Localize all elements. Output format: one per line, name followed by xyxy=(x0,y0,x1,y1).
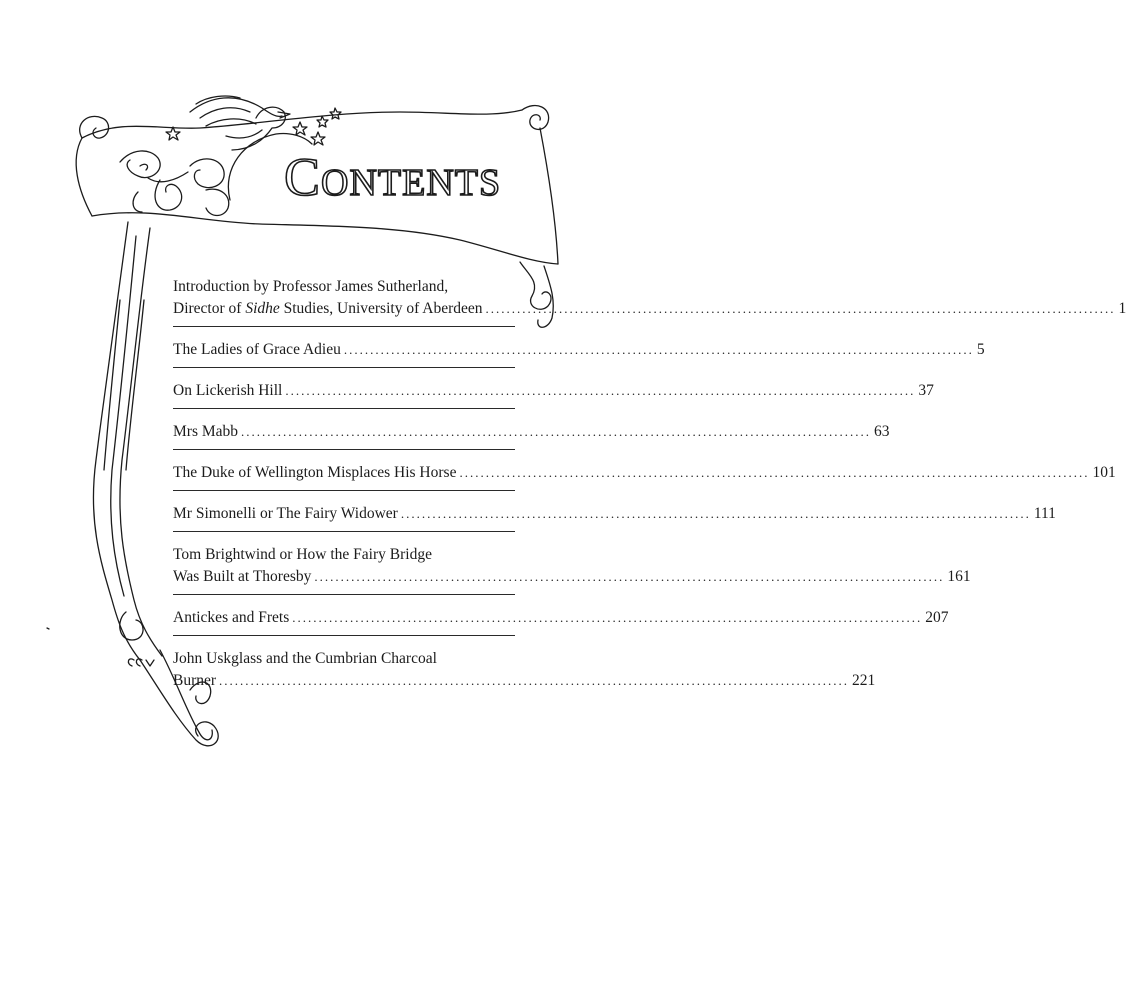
toc-entry[interactable] xyxy=(173,607,949,629)
toc-entry[interactable] xyxy=(173,648,876,692)
toc-divider xyxy=(173,367,515,368)
toc-entry-title-text: The Ladies of Grace Adieu xyxy=(173,341,341,358)
toc-entry-title-line: Introduction by Professor James Sutherland, xyxy=(173,278,449,295)
stars-icon xyxy=(166,108,341,145)
toc-entry-title-text: Antickes and Frets xyxy=(173,609,290,626)
toc-entry-title xyxy=(173,380,282,402)
toc-entry-title-line xyxy=(173,566,971,588)
toc-entry-title-text: Mrs Mabb xyxy=(173,423,239,440)
toc-divider xyxy=(173,490,515,491)
toc-divider xyxy=(173,449,515,450)
toc-entry-title-text: The Duke of Wellington Misplaces His Horse xyxy=(173,464,457,481)
dot-leader: ........................................................................................................................ xyxy=(241,424,872,439)
banner-left-curl xyxy=(80,116,109,138)
toc-entry-title xyxy=(173,607,289,629)
toc-entry-page-number: 63 xyxy=(874,423,890,440)
toc-entry-title-line xyxy=(173,298,1126,320)
toc-entry-title-line xyxy=(173,503,1056,525)
toc-entry-title-line: John Uskglass and the Cumbrian Charcoal xyxy=(173,650,437,667)
toc-entry-title-line xyxy=(173,462,1116,484)
toc-entry[interactable] xyxy=(173,421,890,443)
toc-divider xyxy=(173,408,515,409)
toc-entry-page-number: 221 xyxy=(852,672,876,689)
toc-divider xyxy=(173,635,515,636)
toc-entry-title-text: Studies, University of Aberdeen xyxy=(279,300,483,317)
flowers-icon xyxy=(120,151,229,216)
dot-leader: ........................................................................................................................ xyxy=(343,342,974,357)
toc-entry-title-text: Burner xyxy=(173,672,217,689)
toc-entry-title xyxy=(173,503,398,525)
banner-left-edge xyxy=(76,138,92,216)
ribbon-left-inner xyxy=(120,228,162,656)
toc-entry-title-text: On Lickerish Hill xyxy=(173,382,283,399)
banner-right-curl xyxy=(522,106,549,130)
dot-leader: ........................................................................................................................ xyxy=(219,673,850,688)
toc-divider xyxy=(173,326,515,327)
toc-entry-title-text: Was Built at Thoresby xyxy=(173,568,312,585)
dot-leader: ........................................................................................................................ xyxy=(314,569,945,584)
dot-leader: ........................................................................................................................ xyxy=(459,465,1090,480)
dot-leader: ........................................................................................................................ xyxy=(285,383,916,398)
toc-entry-title-line xyxy=(173,421,890,443)
toc-entry-title xyxy=(173,421,238,443)
speck xyxy=(47,628,49,629)
toc-entry-page-number: 1 xyxy=(1118,300,1126,317)
toc-entry-title-line xyxy=(173,339,985,361)
toc-entry[interactable] xyxy=(173,276,1126,320)
banner-bottom-edge xyxy=(92,213,558,264)
toc-entry-page-number: 111 xyxy=(1033,505,1056,522)
bird-icon xyxy=(190,96,290,150)
toc-entry-title xyxy=(173,462,456,484)
toc-entry-page-number: 207 xyxy=(925,609,949,626)
dot-leader: ........................................................................................................................ xyxy=(485,301,1116,316)
toc-entry-title-text: Mr Simonelli or The Fairy Widower xyxy=(173,505,398,522)
toc-entry-title-line xyxy=(173,670,876,692)
toc-entry-page-number: 101 xyxy=(1092,464,1116,481)
toc-entry-title-line xyxy=(173,380,934,402)
toc-divider xyxy=(173,531,515,532)
toc-entry-title-text: Director of xyxy=(173,300,246,317)
toc-entry-page-number: 5 xyxy=(976,341,985,358)
toc-entry[interactable] xyxy=(173,380,934,402)
toc-entry[interactable] xyxy=(173,544,971,588)
toc-entry-title-line xyxy=(173,607,949,629)
dot-leader: ........................................................................................................................ xyxy=(292,610,923,625)
dot-leader: ........................................................................................................................ xyxy=(400,506,1031,521)
toc-entry[interactable] xyxy=(173,462,1116,484)
toc-divider xyxy=(173,594,515,595)
toc-entry-title xyxy=(173,298,483,320)
page-title: Contents xyxy=(284,147,502,207)
toc-entry[interactable] xyxy=(173,339,985,361)
toc-entry-page-number: 161 xyxy=(947,568,971,585)
toc-entry[interactable] xyxy=(173,503,1056,525)
toc-entry-title xyxy=(173,339,341,361)
toc-entry-title-line: Tom Brightwind or How the Fairy Bridge xyxy=(173,546,432,563)
toc-entry-title-italic: Sidhe xyxy=(245,300,280,317)
toc-entry-title xyxy=(173,670,216,692)
banner-right-edge xyxy=(540,128,558,264)
toc-entry-title xyxy=(173,566,311,588)
toc-entry-page-number: 37 xyxy=(918,382,934,399)
